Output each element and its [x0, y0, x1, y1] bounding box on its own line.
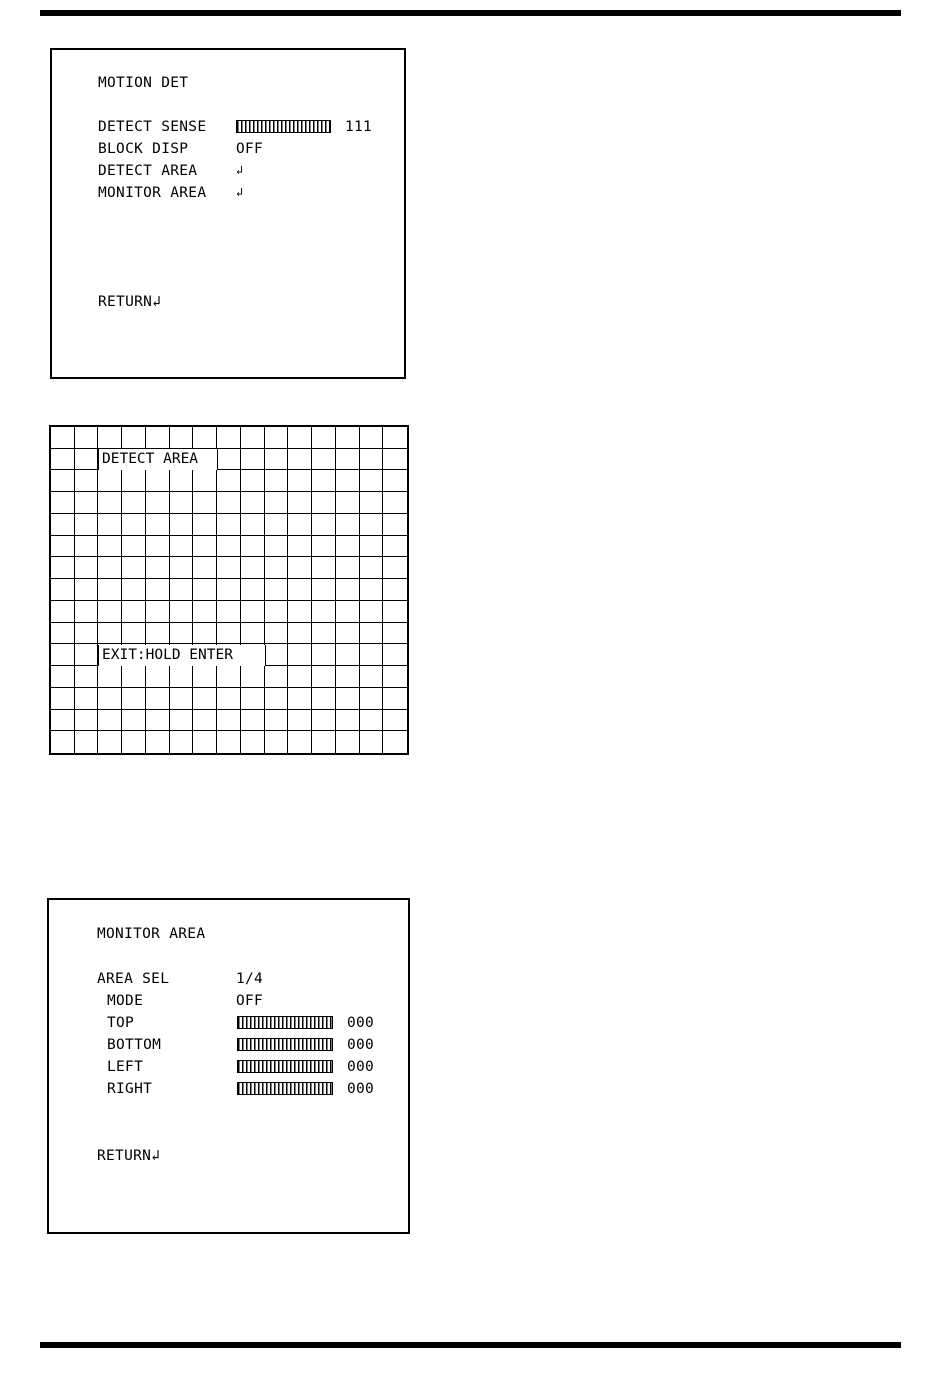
- grid-cell[interactable]: [383, 601, 407, 623]
- grid-cell[interactable]: [170, 601, 194, 623]
- grid-cell[interactable]: [51, 557, 75, 579]
- grid-cell[interactable]: [75, 688, 99, 710]
- grid-cell[interactable]: [360, 557, 384, 579]
- grid-cell[interactable]: [241, 470, 265, 492]
- grid-cell[interactable]: [193, 427, 217, 449]
- monitor-area-title: MONITOR AREA: [97, 926, 206, 942]
- grid-cell[interactable]: [146, 710, 170, 732]
- grid-cell[interactable]: [312, 579, 336, 601]
- grid-cell[interactable]: [146, 601, 170, 623]
- grid-cell[interactable]: [241, 731, 265, 753]
- grid-cell[interactable]: [383, 427, 407, 449]
- grid-cell[interactable]: [217, 470, 241, 492]
- grid-cell[interactable]: [217, 710, 241, 732]
- grid-cell[interactable]: [336, 579, 360, 601]
- left-label[interactable]: LEFT: [107, 1059, 144, 1075]
- grid-cell[interactable]: [288, 731, 312, 753]
- grid-cell[interactable]: [75, 427, 99, 449]
- grid-cell[interactable]: [336, 492, 360, 514]
- grid-cell[interactable]: [75, 536, 99, 558]
- grid-cell[interactable]: [122, 601, 146, 623]
- grid-cell[interactable]: [383, 557, 407, 579]
- grid-cell[interactable]: [75, 470, 99, 492]
- grid-cell[interactable]: [75, 514, 99, 536]
- grid-cell[interactable]: [383, 579, 407, 601]
- grid-cell[interactable]: [265, 731, 289, 753]
- grid-cell[interactable]: [265, 579, 289, 601]
- grid-cell[interactable]: [170, 579, 194, 601]
- grid-cell[interactable]: [98, 514, 122, 536]
- grid-cell[interactable]: [312, 688, 336, 710]
- grid-cell[interactable]: [217, 536, 241, 558]
- grid-cell[interactable]: [265, 514, 289, 536]
- top-bar[interactable]: [237, 1016, 333, 1029]
- grid-cell[interactable]: [288, 514, 312, 536]
- grid-cell[interactable]: [217, 731, 241, 753]
- grid-cell[interactable]: [170, 688, 194, 710]
- detect-area-label[interactable]: DETECT AREA: [98, 163, 198, 179]
- grid-cell[interactable]: [312, 710, 336, 732]
- grid-cell[interactable]: [288, 579, 312, 601]
- grid-cell[interactable]: [122, 688, 146, 710]
- grid-cell[interactable]: [193, 470, 217, 492]
- grid-cell[interactable]: [336, 644, 360, 666]
- grid-cell[interactable]: [312, 623, 336, 645]
- grid-cell[interactable]: [265, 688, 289, 710]
- grid-cell[interactable]: [217, 557, 241, 579]
- grid-cell[interactable]: [336, 536, 360, 558]
- grid-cell[interactable]: [98, 666, 122, 688]
- grid-cell[interactable]: [241, 601, 265, 623]
- detect-area-enter-icon: ↲: [236, 163, 244, 177]
- grid-cell[interactable]: [98, 470, 122, 492]
- grid-cell[interactable]: [265, 557, 289, 579]
- grid-cell[interactable]: [122, 579, 146, 601]
- grid-cell[interactable]: [383, 688, 407, 710]
- grid-cell[interactable]: [217, 579, 241, 601]
- block-disp-label[interactable]: BLOCK DISP: [98, 141, 189, 157]
- grid-cell[interactable]: [241, 514, 265, 536]
- grid-cell[interactable]: [265, 536, 289, 558]
- grid-cell[interactable]: [75, 579, 99, 601]
- grid-cell[interactable]: [265, 601, 289, 623]
- grid-cell[interactable]: [360, 514, 384, 536]
- monitor-return-item[interactable]: RETURN↲: [97, 1148, 161, 1164]
- right-label[interactable]: RIGHT: [107, 1081, 153, 1097]
- grid-cell[interactable]: [122, 492, 146, 514]
- grid-cell[interactable]: [360, 449, 384, 471]
- grid-cell[interactable]: [170, 470, 194, 492]
- grid-cell[interactable]: [336, 623, 360, 645]
- grid-cell[interactable]: [265, 710, 289, 732]
- mode-label[interactable]: MODE: [107, 993, 144, 1009]
- bottom-label[interactable]: BOTTOM: [107, 1037, 162, 1053]
- grid-cell[interactable]: [170, 666, 194, 688]
- grid-cell[interactable]: [75, 731, 99, 753]
- grid-cell[interactable]: [75, 644, 99, 666]
- grid-cell[interactable]: [193, 623, 217, 645]
- grid-cell[interactable]: [146, 557, 170, 579]
- grid-cell[interactable]: [146, 688, 170, 710]
- grid-cell[interactable]: [288, 557, 312, 579]
- grid-cell[interactable]: [241, 579, 265, 601]
- grid-cell[interactable]: [98, 688, 122, 710]
- grid-cell[interactable]: [170, 557, 194, 579]
- grid-cell[interactable]: [193, 688, 217, 710]
- grid-cell[interactable]: [336, 449, 360, 471]
- grid-cell[interactable]: [288, 470, 312, 492]
- grid-cell[interactable]: [51, 492, 75, 514]
- detect-area-grid[interactable]: [49, 425, 409, 755]
- grid-cell[interactable]: [75, 710, 99, 732]
- grid-cell[interactable]: [312, 731, 336, 753]
- grid-cell[interactable]: [336, 688, 360, 710]
- grid-cell[interactable]: [312, 557, 336, 579]
- grid-cell[interactable]: [170, 514, 194, 536]
- grid-cell[interactable]: [360, 492, 384, 514]
- grid-cell[interactable]: [336, 470, 360, 492]
- grid-cell[interactable]: [288, 710, 312, 732]
- grid-cell[interactable]: [122, 557, 146, 579]
- grid-cell[interactable]: [122, 666, 146, 688]
- top-label[interactable]: TOP: [107, 1015, 135, 1031]
- grid-cell[interactable]: [360, 666, 384, 688]
- grid-cell[interactable]: [75, 666, 99, 688]
- grid-cell[interactable]: [336, 514, 360, 536]
- grid-cell[interactable]: [170, 427, 194, 449]
- grid-cell[interactable]: [241, 688, 265, 710]
- grid-cell[interactable]: [98, 557, 122, 579]
- grid-cell[interactable]: [217, 623, 241, 645]
- grid-cell[interactable]: [336, 427, 360, 449]
- grid-cell[interactable]: [265, 492, 289, 514]
- grid-cell[interactable]: [312, 427, 336, 449]
- grid-cell[interactable]: [288, 623, 312, 645]
- grid-cell[interactable]: [51, 644, 75, 666]
- grid-cell[interactable]: [360, 644, 384, 666]
- grid-cell[interactable]: [383, 536, 407, 558]
- top-rule: [40, 10, 901, 16]
- grid-cell[interactable]: [360, 427, 384, 449]
- grid-cell[interactable]: [360, 601, 384, 623]
- detect-sense-label[interactable]: DETECT SENSE: [98, 119, 207, 135]
- grid-cell[interactable]: [288, 536, 312, 558]
- grid-cell[interactable]: [288, 492, 312, 514]
- left-bar[interactable]: [237, 1060, 333, 1073]
- grid-cell[interactable]: [122, 427, 146, 449]
- grid-cell[interactable]: [51, 688, 75, 710]
- grid-cell[interactable]: [336, 601, 360, 623]
- grid-cell[interactable]: [193, 514, 217, 536]
- grid-cell[interactable]: [312, 514, 336, 536]
- grid-cell[interactable]: [217, 514, 241, 536]
- grid-cell[interactable]: [146, 731, 170, 753]
- grid-cell[interactable]: [146, 514, 170, 536]
- grid-cell[interactable]: [75, 601, 99, 623]
- grid-cell[interactable]: [75, 623, 99, 645]
- grid-cell[interactable]: [193, 557, 217, 579]
- grid-cell[interactable]: [51, 666, 75, 688]
- grid-cell[interactable]: [241, 623, 265, 645]
- grid-cell[interactable]: [383, 710, 407, 732]
- grid-cell[interactable]: [170, 492, 194, 514]
- grid-cell[interactable]: [288, 666, 312, 688]
- grid-cell[interactable]: [75, 449, 99, 471]
- grid-cell[interactable]: [98, 731, 122, 753]
- grid-cell[interactable]: [360, 579, 384, 601]
- grid-cell[interactable]: [122, 710, 146, 732]
- grid-cell[interactable]: [146, 492, 170, 514]
- grid-cell[interactable]: [51, 514, 75, 536]
- grid-cell[interactable]: [217, 492, 241, 514]
- grid-cell[interactable]: [241, 427, 265, 449]
- grid-cell[interactable]: [170, 623, 194, 645]
- motion-return-item[interactable]: RETURN↲: [98, 294, 162, 310]
- bottom-value: 000: [347, 1037, 375, 1053]
- grid-cell[interactable]: [360, 688, 384, 710]
- monitor-area-label[interactable]: MONITOR AREA: [98, 185, 207, 201]
- grid-cell[interactable]: [146, 536, 170, 558]
- grid-cell[interactable]: [383, 644, 407, 666]
- grid-cell[interactable]: [383, 623, 407, 645]
- grid-cell[interactable]: [217, 688, 241, 710]
- grid-cell[interactable]: [75, 557, 99, 579]
- grid-cell[interactable]: [288, 601, 312, 623]
- block-disp-value: OFF: [236, 141, 264, 157]
- grid-cell[interactable]: [265, 623, 289, 645]
- detect-sense-value: 111: [345, 119, 373, 135]
- grid-cell[interactable]: [383, 470, 407, 492]
- grid-cell[interactable]: [51, 731, 75, 753]
- right-bar[interactable]: [237, 1082, 333, 1095]
- grid-cell[interactable]: [336, 666, 360, 688]
- grid-cell[interactable]: [193, 579, 217, 601]
- grid-cell[interactable]: [51, 449, 75, 471]
- grid-cell[interactable]: [98, 623, 122, 645]
- grid-cell[interactable]: [383, 492, 407, 514]
- grid-cell[interactable]: [170, 536, 194, 558]
- right-value: 000: [347, 1081, 375, 1097]
- grid-cell[interactable]: [312, 470, 336, 492]
- grid-cell[interactable]: [312, 666, 336, 688]
- grid-cell[interactable]: [122, 623, 146, 645]
- grid-cell[interactable]: [146, 666, 170, 688]
- grid-cell[interactable]: [312, 601, 336, 623]
- grid-cell[interactable]: [51, 710, 75, 732]
- grid-cell[interactable]: [193, 666, 217, 688]
- grid-cell[interactable]: [360, 623, 384, 645]
- grid-cell[interactable]: [170, 731, 194, 753]
- detect-sense-bar[interactable]: [236, 120, 331, 133]
- grid-cell[interactable]: [336, 731, 360, 753]
- grid-cell[interactable]: [51, 601, 75, 623]
- grid-cell[interactable]: [241, 557, 265, 579]
- grid-cell[interactable]: [312, 492, 336, 514]
- grid-cell[interactable]: [360, 470, 384, 492]
- grid-cell[interactable]: [217, 666, 241, 688]
- motion-det-title: MOTION DET: [98, 75, 189, 91]
- grid-cell[interactable]: [146, 427, 170, 449]
- grid-cell[interactable]: [122, 536, 146, 558]
- grid-cell[interactable]: [241, 492, 265, 514]
- grid-cell[interactable]: [265, 449, 289, 471]
- grid-cell[interactable]: [146, 623, 170, 645]
- grid-cell[interactable]: [336, 710, 360, 732]
- grid-cell[interactable]: [360, 731, 384, 753]
- grid-cell[interactable]: [193, 710, 217, 732]
- grid-cell[interactable]: [288, 688, 312, 710]
- grid-cell[interactable]: [217, 427, 241, 449]
- grid-cell[interactable]: [383, 514, 407, 536]
- grid-cell[interactable]: [51, 623, 75, 645]
- grid-cell[interactable]: [75, 492, 99, 514]
- grid-cell[interactable]: [241, 449, 265, 471]
- grid-cell[interactable]: [360, 710, 384, 732]
- grid-cell[interactable]: [241, 710, 265, 732]
- grid-cell[interactable]: [241, 666, 265, 688]
- grid-cell[interactable]: [288, 449, 312, 471]
- grid-cell[interactable]: [241, 536, 265, 558]
- grid-cell[interactable]: [312, 449, 336, 471]
- grid-cell[interactable]: [265, 470, 289, 492]
- monitor-area-enter-icon: ↲: [236, 185, 244, 199]
- grid-cell[interactable]: [193, 601, 217, 623]
- grid-cell[interactable]: [122, 514, 146, 536]
- grid-cell[interactable]: [51, 427, 75, 449]
- grid-cell[interactable]: [265, 644, 289, 666]
- grid-cell[interactable]: [265, 427, 289, 449]
- grid-cell[interactable]: [122, 731, 146, 753]
- exit-hint: EXIT:HOLD ENTER: [98, 645, 266, 666]
- grid-cell[interactable]: [146, 470, 170, 492]
- top-value: 000: [347, 1015, 375, 1031]
- grid-cell[interactable]: [312, 644, 336, 666]
- grid-cell[interactable]: [51, 579, 75, 601]
- grid-cell[interactable]: [288, 427, 312, 449]
- area-sel-value: 1/4: [236, 971, 264, 987]
- grid-cell[interactable]: [193, 536, 217, 558]
- bottom-bar[interactable]: [237, 1038, 333, 1051]
- grid-cell[interactable]: [217, 449, 241, 471]
- left-value: 000: [347, 1059, 375, 1075]
- grid-cell[interactable]: [193, 492, 217, 514]
- grid-cell[interactable]: [170, 710, 194, 732]
- grid-cell[interactable]: [146, 579, 170, 601]
- area-sel-label[interactable]: AREA SEL: [97, 971, 170, 987]
- grid-cell[interactable]: [98, 579, 122, 601]
- grid-cell[interactable]: [360, 536, 384, 558]
- mode-value: OFF: [236, 993, 264, 1009]
- grid-cell[interactable]: [51, 536, 75, 558]
- grid-cell[interactable]: [98, 492, 122, 514]
- grid-cell[interactable]: [217, 601, 241, 623]
- grid-cell[interactable]: [193, 731, 217, 753]
- bottom-rule: [40, 1342, 901, 1348]
- grid-cell[interactable]: [383, 449, 407, 471]
- grid-cell[interactable]: [51, 470, 75, 492]
- grid-cell[interactable]: [122, 470, 146, 492]
- grid-cell[interactable]: [265, 666, 289, 688]
- grid-cell[interactable]: [98, 710, 122, 732]
- motion-det-menu: [50, 48, 406, 379]
- grid-cell[interactable]: [383, 666, 407, 688]
- grid-cell[interactable]: [98, 427, 122, 449]
- grid-cell[interactable]: [336, 557, 360, 579]
- grid-cell[interactable]: [383, 731, 407, 753]
- grid-cell[interactable]: [98, 601, 122, 623]
- grid-cell[interactable]: [98, 536, 122, 558]
- grid-cell[interactable]: [288, 644, 312, 666]
- detect-area-grid-title: DETECT AREA: [98, 449, 218, 470]
- grid-cell[interactable]: [312, 536, 336, 558]
